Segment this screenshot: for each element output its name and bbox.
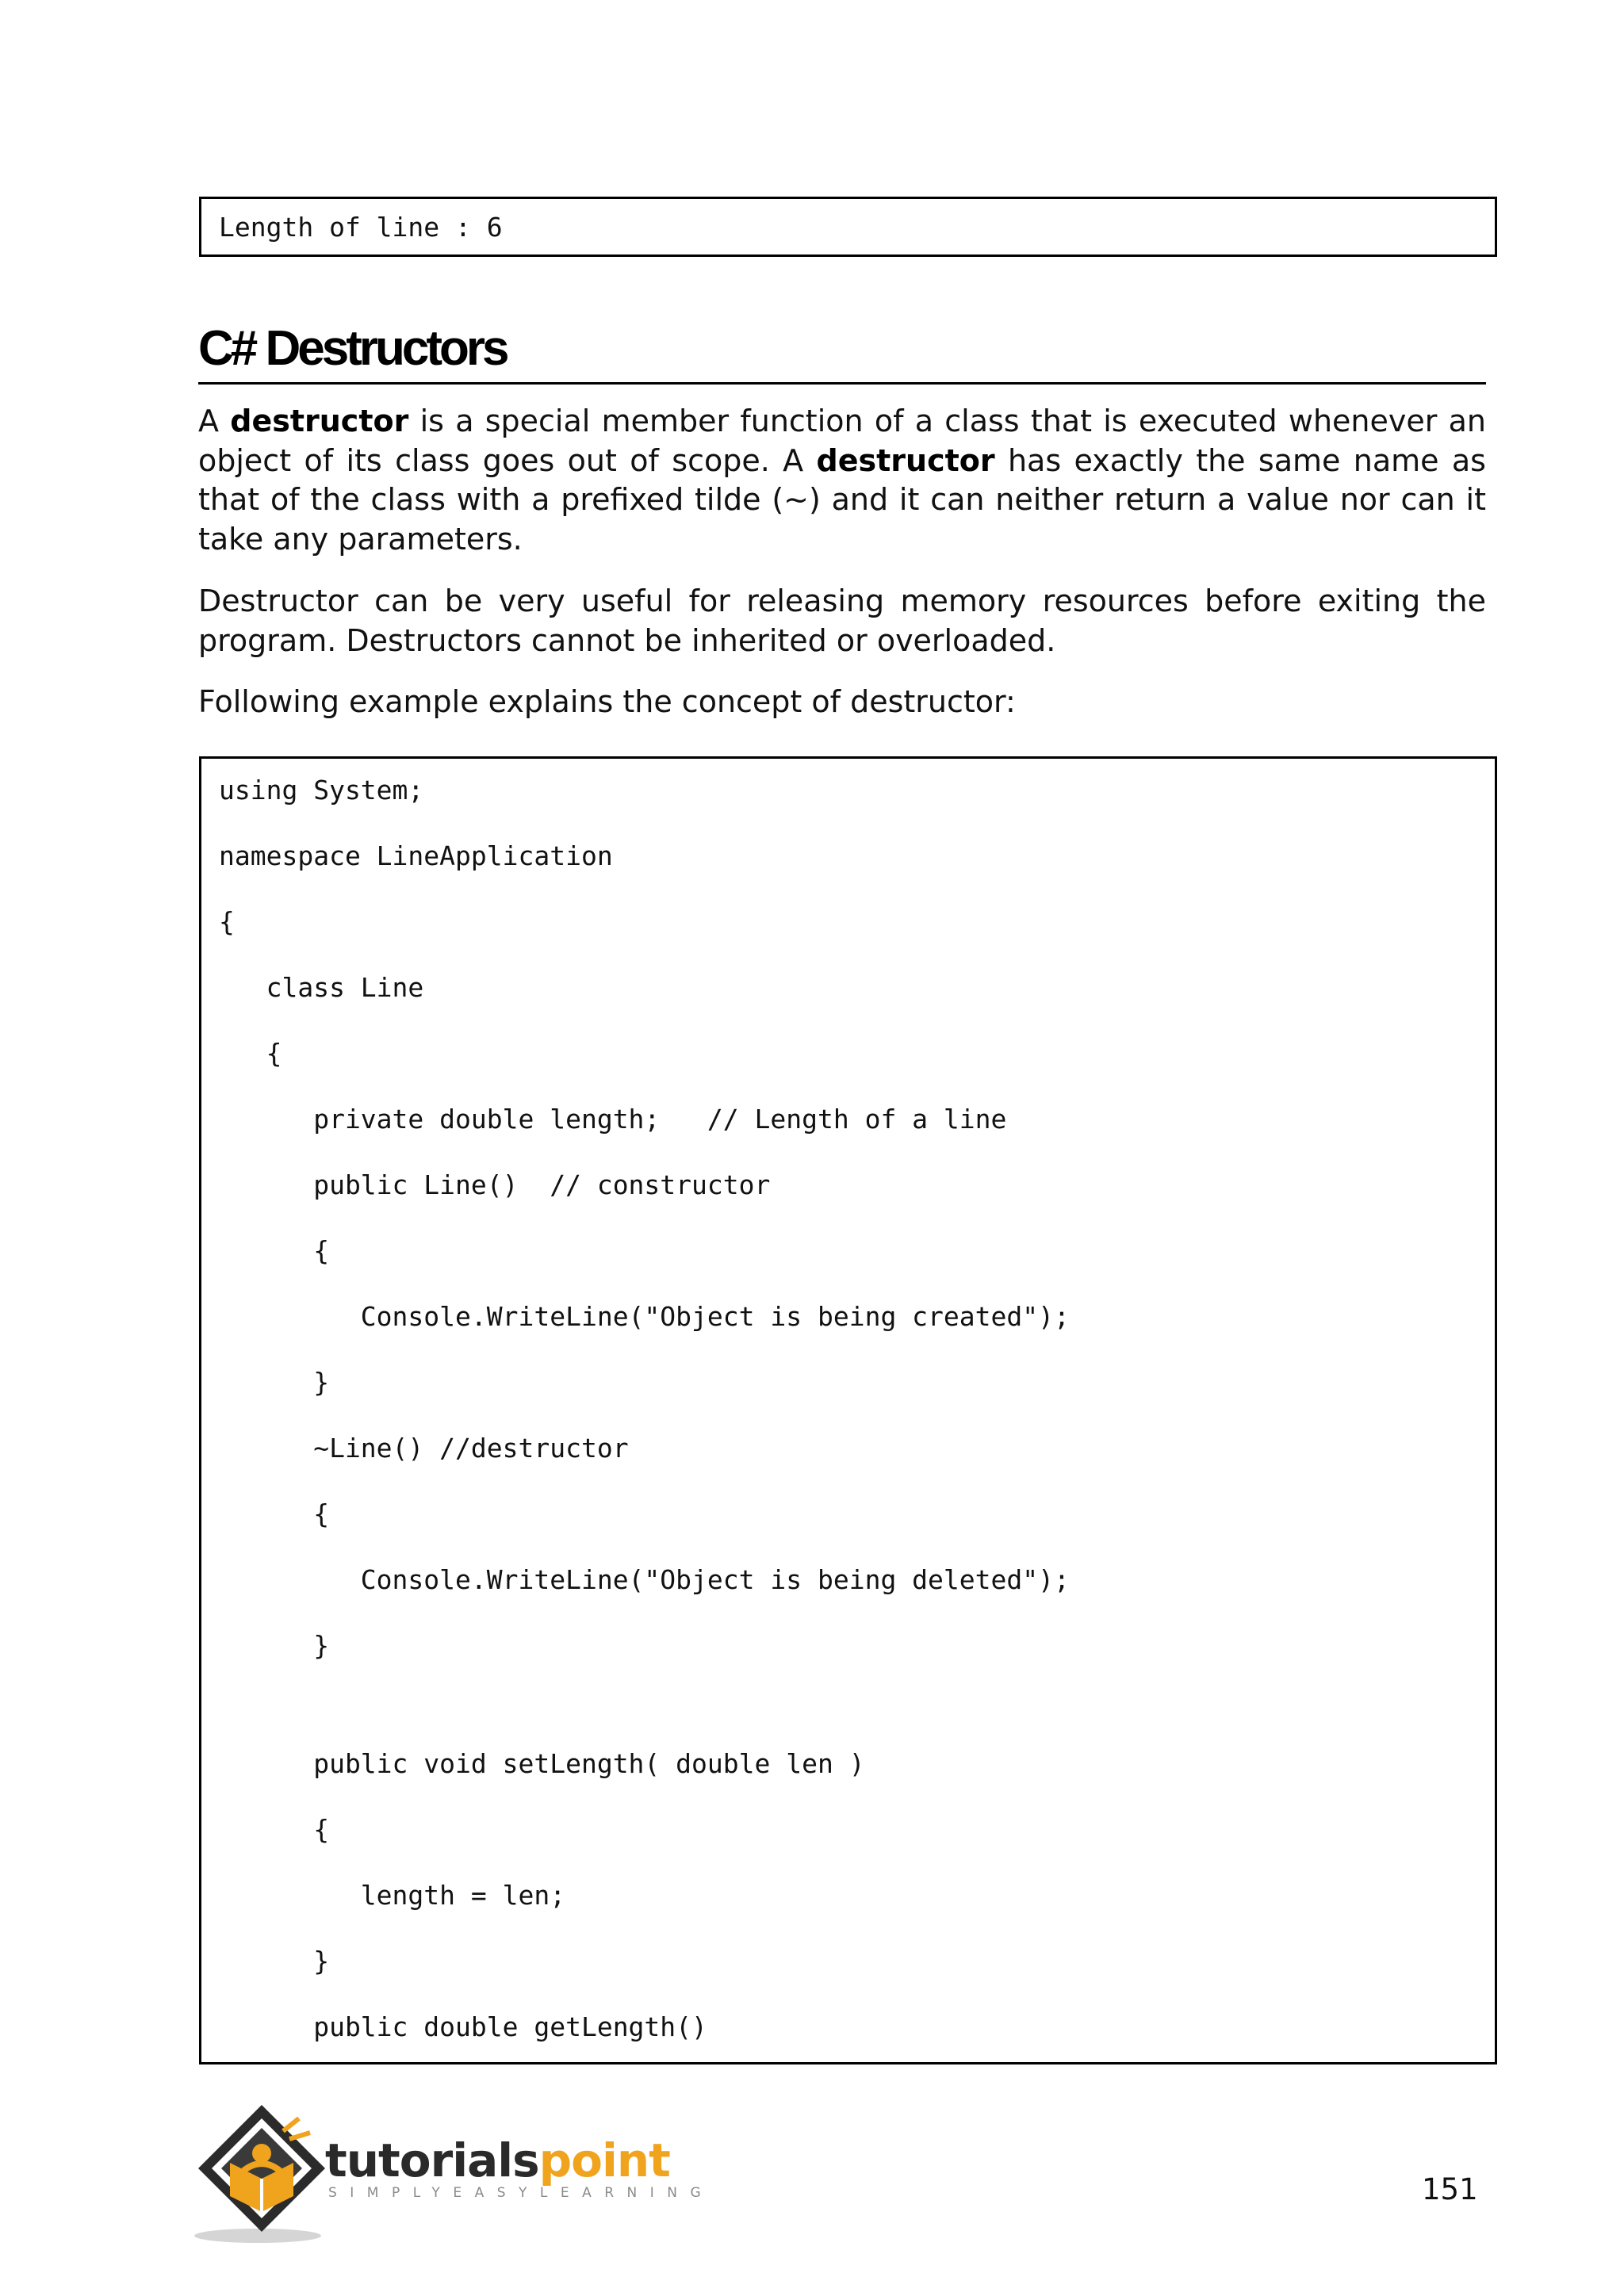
code-line: using System; — [219, 775, 424, 806]
code-line: } — [219, 1946, 330, 1976]
logo-word-tutorials: tutorials — [325, 2133, 539, 2187]
code-line: { — [219, 906, 235, 937]
p1-text-3: has exactly the same name as that of the class with a prefixed tilde (~) and it can neither return a value nor can it take any parameters. — [198, 442, 1486, 557]
logo-tagline: SIMPLYEASYLEARNING — [328, 2185, 714, 2201]
code-line: ~Line() //destructor — [219, 1433, 629, 1464]
paragraph-destructor-definition — [198, 402, 1486, 559]
code-line: class Line — [219, 972, 424, 1003]
code-line: { — [219, 1235, 330, 1266]
code-line: } — [219, 1630, 330, 1661]
code-line: public double getLength() — [219, 2011, 707, 2042]
code-line: { — [219, 1498, 330, 1529]
title-rule — [198, 382, 1486, 385]
code-line: Console.WriteLine("Object is being deleted"); — [219, 1564, 1070, 1595]
p1-bold-2: destructor — [816, 442, 995, 478]
code-line: public Line() // constructor — [219, 1169, 771, 1200]
output-text: Length of line : 6 — [219, 211, 503, 243]
logo-word-point: point — [538, 2133, 670, 2187]
code-line: { — [219, 1038, 282, 1069]
logo-wordmark — [325, 2134, 670, 2187]
code-box — [199, 756, 1497, 2064]
paragraph-example-intro: Following example explains the concept of destructor: — [198, 684, 1016, 719]
code-line: namespace LineApplication — [219, 840, 613, 871]
code-line: length = len; — [219, 1880, 566, 1911]
p1-text-2: is a special member function of a class that is executed whenever an object of its class goes out of scope. A — [198, 404, 1486, 478]
paragraph-destructor-usage: Destructor can be very useful for releasing memory resources before exiting the program. Destructors cannot be inherited or overloaded. — [198, 584, 1486, 658]
section-title: C# Destructors — [198, 321, 507, 376]
code-line: private double length; // Length of a line — [219, 1104, 1007, 1135]
output-box — [199, 197, 1497, 257]
code-line: { — [219, 1814, 330, 1845]
code-line: } — [219, 1367, 330, 1398]
page-number: 151 — [1422, 2172, 1478, 2206]
code-line: Console.WriteLine("Object is being created"); — [219, 1301, 1070, 1332]
code-line: public void setLength( double len ) — [219, 1748, 865, 1779]
p1-bold-1: destructor — [230, 404, 409, 438]
p1-text-1: A — [198, 404, 231, 438]
